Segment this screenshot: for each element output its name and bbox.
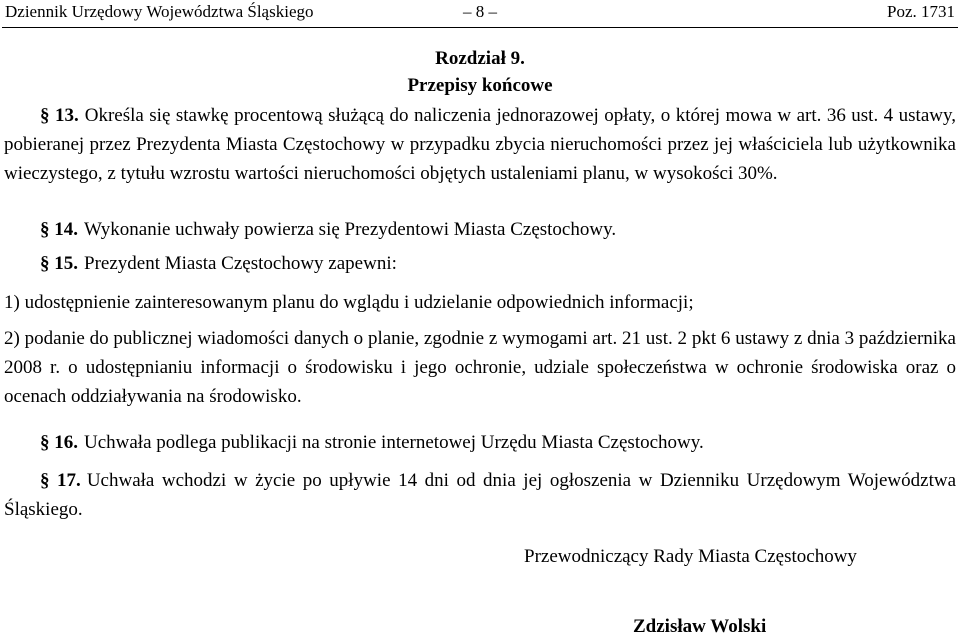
paragraph-number: § 14. — [40, 219, 78, 240]
paragraph-number: § 15. — [40, 253, 78, 274]
paragraph-15 — [4, 249, 956, 278]
list-item: 1) udostępnienie zainteresowanym planu do wglądu i udzielanie odpowiednich informacji; — [4, 292, 694, 313]
paragraph-number: § 16. — [40, 432, 78, 453]
paragraph-text: Wykonanie uchwały powierza się Prezydentowi Miasta Częstochowy. — [84, 219, 617, 240]
chapter-number: Rozdział 9. — [435, 48, 525, 69]
page-number: – 8 – — [463, 2, 497, 21]
header-divider — [2, 27, 958, 28]
paragraph-text: Określa się stawkę procentową służącą do naliczenia jednorazowej opłaty, o której mowa w art. 36 ust. 4 ustawy, pobieranej przez Prezydenta Miasta Częstochowy w przypadku zbycia nieruchomości przez jej właściciela lub użytkownika wieczystego, z tytułu wzrostu wartości nieruchomości objętych ustaleniami planu, w wysokości 30%. — [4, 105, 956, 184]
signature-name: Zdzisław Wolski — [633, 616, 767, 637]
paragraph-text: Prezydent Miasta Częstochowy zapewni: — [84, 253, 397, 274]
paragraph-13 — [4, 101, 956, 188]
paragraph-number: § 13. — [40, 105, 79, 126]
paragraph-number: § 17. — [40, 470, 81, 491]
paragraph-17 — [4, 437, 956, 524]
paragraph-text: Uchwała podlega publikacji na stronie internetowej Urzędu Miasta Częstochowy. — [84, 432, 704, 453]
list-item: 2) podanie do publicznej wiadomości danych o planie, zgodnie z wymogami art. 21 ust. 2 pkt 6 ustawy z dnia 3 października 2008 r. o udostępnianiu informacji o środowisku i jego ochronie, udziale społeczeństwa w ochronie środowiska oraz o ocenach oddziaływania na środowisko. — [4, 328, 956, 407]
journal-title: Dziennik Urzędowy Województwa Śląskiego — [5, 2, 314, 21]
page-header — [5, 2, 955, 28]
position-number: Poz. 1731 — [887, 2, 955, 21]
signature-role: Przewodniczący Rady Miasta Częstochowy — [524, 546, 857, 567]
paragraph-14 — [4, 215, 956, 244]
chapter-title: Przepisy końcowe — [407, 75, 553, 96]
paragraph-text: Uchwała wchodzi w życie po upływie 14 dni od dnia jej ogłoszenia w Dzienniku Urzędowym Województwa Śląskiego. — [4, 470, 956, 520]
